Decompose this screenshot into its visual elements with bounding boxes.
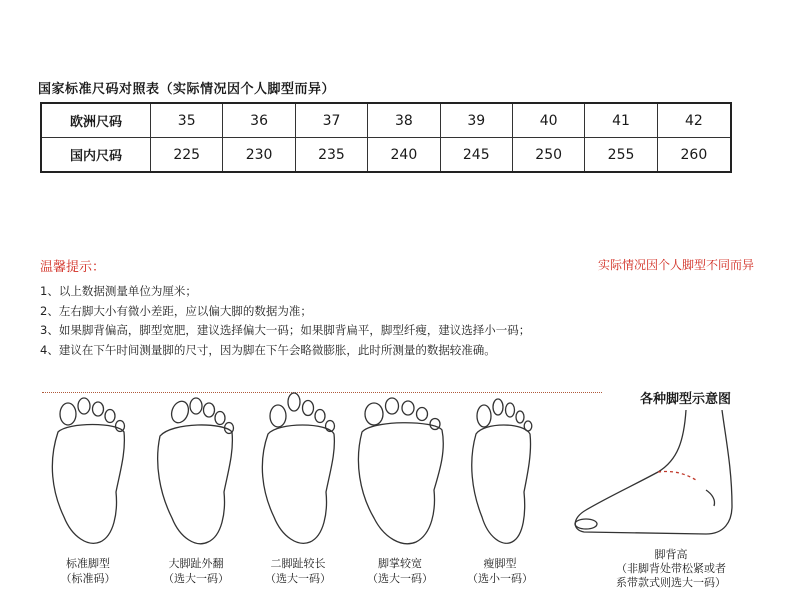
foot-label-long-second-toe: 二脚趾较长 （选大一码） bbox=[265, 557, 331, 585]
tips-heading: 温馨提示： bbox=[40, 260, 106, 275]
list-item: 3、如果脚背偏高，脚型宽肥，建议选择偏大一码；如果脚背扁平，脚型纤瘦，建议选择小一码； bbox=[40, 323, 531, 337]
table-cell: 39 bbox=[440, 103, 512, 138]
table-cell: 42 bbox=[657, 103, 731, 138]
table-cell: 250 bbox=[512, 138, 584, 173]
table-cell: 235 bbox=[295, 138, 367, 173]
table-row bbox=[41, 138, 731, 173]
table-cell: 230 bbox=[223, 138, 295, 173]
table-cell: 240 bbox=[368, 138, 440, 173]
bunion-foot-illustration bbox=[146, 392, 246, 552]
table-cell: 37 bbox=[295, 103, 367, 138]
table-cell: 245 bbox=[440, 138, 512, 173]
list-item: 4、建议在下午时间测量脚的尺寸，因为脚在下午会略微膨胀，此时所测量的数据较准确。 bbox=[40, 342, 496, 357]
page-title: 国家标准尺码对照表（实际情况因个人脚型而异） bbox=[38, 82, 336, 97]
table-cell: 36 bbox=[223, 103, 295, 138]
standard-foot-illustration bbox=[38, 392, 138, 552]
table-cell: 260 bbox=[657, 138, 731, 173]
size-chart-table bbox=[40, 102, 732, 173]
table-cell: 41 bbox=[585, 103, 657, 138]
table-cell: 255 bbox=[585, 138, 657, 173]
table-cell: 38 bbox=[368, 103, 440, 138]
table-cell: 35 bbox=[151, 103, 223, 138]
high-instep-side-illustration bbox=[566, 410, 788, 550]
table-cell: 40 bbox=[512, 103, 584, 138]
foot-label-slim: 瘦脚型 （选小一码） bbox=[467, 557, 533, 585]
wide-foot-illustration bbox=[350, 392, 450, 552]
row-header: 欧洲尺码 bbox=[41, 103, 151, 138]
slim-foot-illustration bbox=[450, 392, 550, 552]
foot-label-bunion: 大脚趾外翻 （选大一码） bbox=[163, 557, 229, 585]
list-item: 1、以上数据测量单位为厘米； bbox=[40, 284, 197, 298]
foot-difference-note: 实际情况因个人脚型不同而异 bbox=[597, 258, 754, 272]
tips-list bbox=[40, 282, 530, 360]
high-instep-label: 脚背高 （非脚背处带松紧或者 系带款式则选大一码） bbox=[616, 548, 726, 589]
table-cell: 225 bbox=[151, 138, 223, 173]
diagram-title: 各种脚型示意图 bbox=[640, 392, 732, 407]
long-second-toe-foot-illustration bbox=[248, 392, 348, 552]
table-row bbox=[41, 103, 731, 138]
list-item: 2、左右脚大小有微小差距，应以偏大脚的数据为准； bbox=[40, 303, 312, 318]
foot-label-wide: 脚掌较宽 （选大一码） bbox=[367, 557, 433, 585]
row-header: 国内尺码 bbox=[41, 138, 151, 173]
foot-label-standard: 标准脚型 （标准码） bbox=[60, 557, 116, 585]
